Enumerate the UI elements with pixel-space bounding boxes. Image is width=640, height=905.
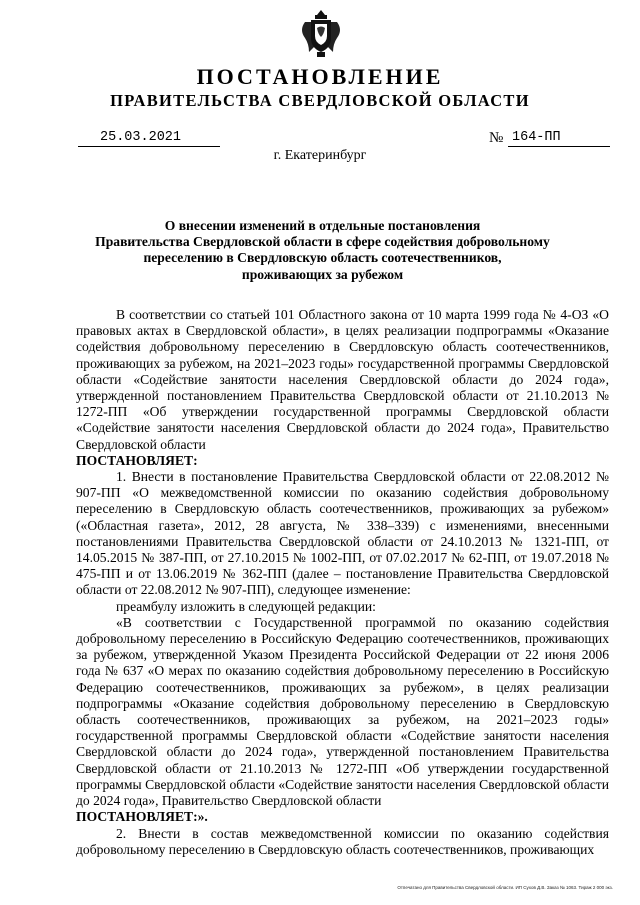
document-title: ПОСТАНОВЛЕНИЕ: [196, 64, 444, 89]
coat-of-arms-icon: [297, 8, 345, 60]
paragraph-preamble: В соответствии со статьей 101 Областного закона от 10 марта 1999 года № 4-ОЗ «О правовых актах в Свердловской области», в целях реализации подпрограммы «Оказание содействия добровольному переселению в Свердловскую область соотечественников, проживающих за рубежом, на 2021–2023 годы» государственной программы Свердловской области «Содействие занятости населения Свердловской области до 2024 года», утвержденной постановлением Правительства Свердловской области от 21.10.2013 № 1272-ПП «Об утверждении государственной программы Свердловской области «Содействие занятости населения Свердловской области до 2024 года», Правительство Свердловской области: [76, 307, 609, 452]
print-imprint: Отпечатано для Правительства Свердловской области. ИП Сухов Д.В. Заказ № 1063. Тираж 2 000 экз.: [397, 885, 613, 890]
heading-line: проживающих за рубежом: [241, 266, 404, 282]
document-number: 164-ПП: [508, 130, 610, 147]
heading-line: Правительства Свердловской области в сфере содействия добровольному: [95, 234, 550, 250]
heading-line: переселению в Свердловскую область соотечественников,: [143, 250, 502, 266]
document-subtitle: ПРАВИТЕЛЬСТВА СВЕРДЛОВСКОЙ ОБЛАСТИ: [110, 91, 530, 110]
heading-line: О внесении изменений в отдельные постановления: [164, 218, 481, 233]
resolves-heading: ПОСТАНОВЛЯЕТ:: [76, 452, 198, 468]
document-body: [76, 307, 609, 858]
resolves-heading-quoted: ПОСТАНОВЛЯЕТ:».: [76, 809, 208, 825]
number-label: №: [489, 130, 504, 146]
document-heading: [75, 218, 570, 283]
document-date: 25.03.2021: [78, 130, 220, 147]
paragraph-instruction: преамбулу изложить в следующей редакции:: [116, 598, 376, 614]
paragraph-item-2: 2. Внести в состав межведомственной комиссии по оказанию содействия добровольному переселению в Свердловскую область соотечественников, проживающих: [76, 825, 609, 857]
paragraph-item-1: 1. Внести в постановление Правительства Свердловской области от 22.08.2012 № 907-ПП «О межведомственной комиссии по оказанию содействия добровольному переселению в Свердловскую область соотечественников, проживающих за рубежом» («Областная газета», 2012, 28 августа, № 338–339) с изменениями, внесенными постановлениями Правительства Свердловской области от 24.10.2013 № 1321-ПП, от 14.05.2015 № 387-ПП, от 27.10.2015 № 1002-ПП, от 07.02.2017 № 62-ПП, от 19.07.2018 № 475-ПП и от 13.06.2019 № 362-ПП (далее – постановление Правительства Свердловской области от 22.08.2012 № 907-ПП), следующее изменение:: [76, 469, 609, 598]
paragraph-new-preamble: «В соответствии с Государственной программой по оказанию содействия добровольному переселению в Российскую Федерацию соотечественников, проживающих за рубежом, утвержденной Указом Президента Российской Федерации от 22 июня 2006 года № 637 «О мерах по оказанию содействия добровольному переселению в Российскую Федерацию соотечественников, проживающих за рубежом», в целях реализации подпрограммы «Оказание содействия добровольному переселению в Свердловскую область соотечественников, проживающих за рубежом, на 2021–2023 годы» государственной программы Свердловской области «Содействие занятости населения Свердловской области до 2024 года», утвержденной постановлением Правительства Свердловской области от 21.10.2013 № 1272-ПП «Об утверждении государственной программы Свердловской области «Содействие занятости населения Свердловской области до 2024 года», Правительство Свердловской области: [76, 614, 609, 809]
city-name: г. Екатеринбург: [273, 148, 367, 163]
